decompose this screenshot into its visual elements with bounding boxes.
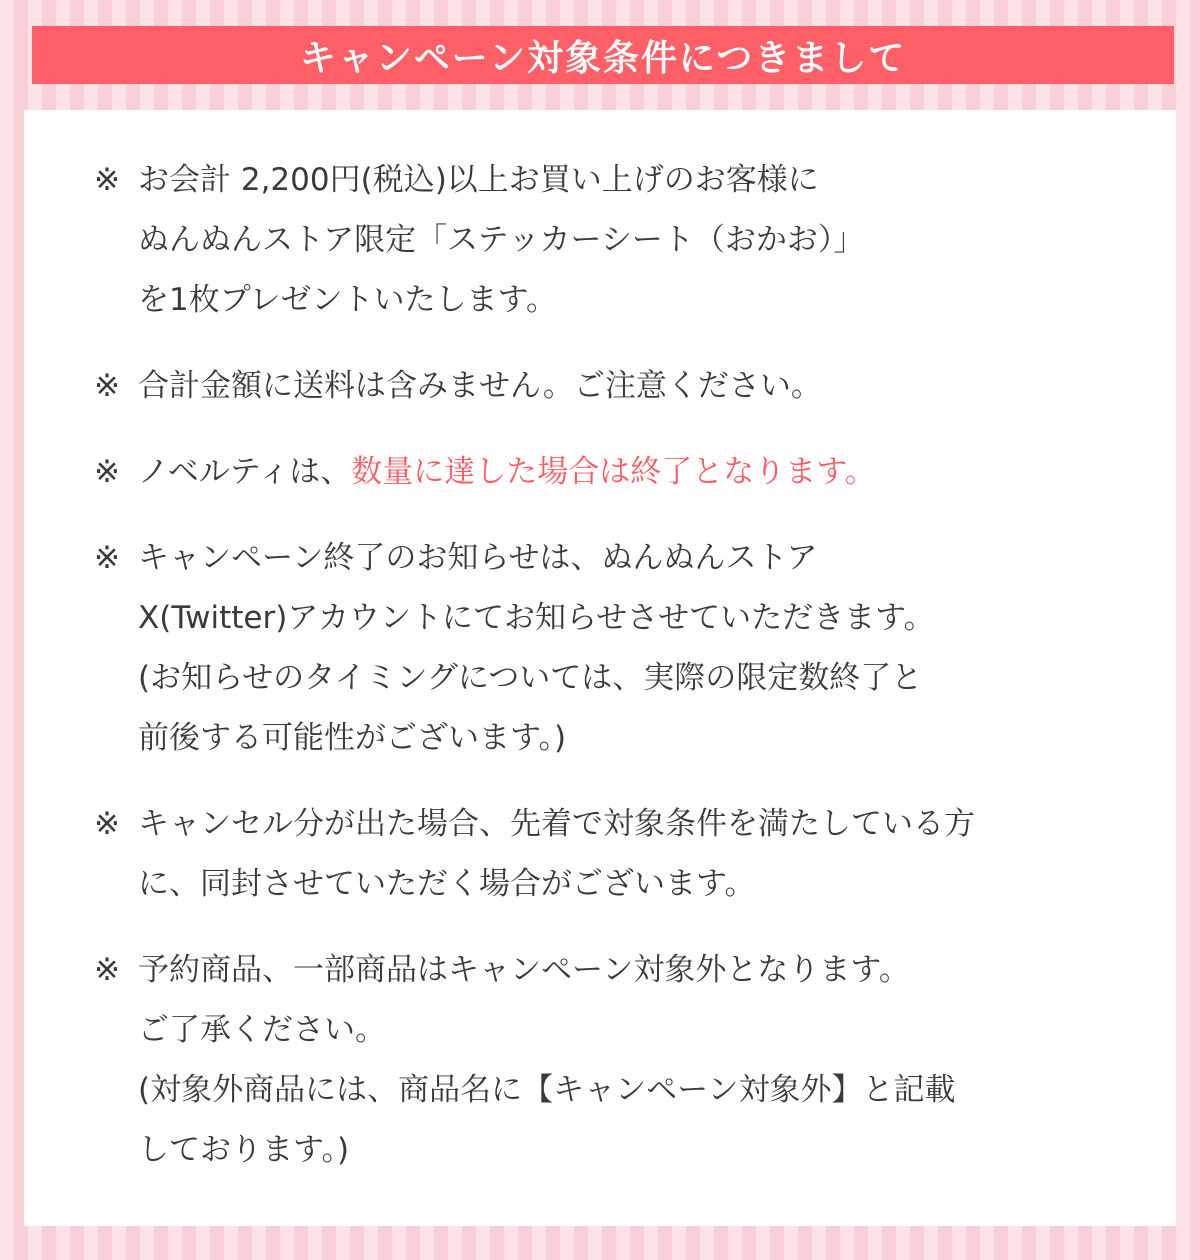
note-line xyxy=(138,442,1154,502)
note-plain-text: ノベルティは、 xyxy=(138,454,352,490)
note-text xyxy=(138,940,1154,1180)
note-line: X(Twitter)アカウントにてお知らせさせていただきます。 xyxy=(138,600,935,636)
note-marker: ※ xyxy=(94,540,120,576)
note-line: 予約商品、一部商品はキャンペーン対象外となります。 xyxy=(138,952,910,988)
note-item-end-announcement xyxy=(94,528,1154,768)
note-item-cancellation xyxy=(94,794,1154,914)
note-line: を1枚プレゼントいたします。 xyxy=(138,282,558,318)
note-text xyxy=(138,794,1154,914)
note-text xyxy=(138,150,1154,330)
conditions-panel xyxy=(24,110,1176,1226)
note-line: お会計 2,200円(税込)以上お買い上げのお客様に xyxy=(138,162,819,198)
note-line: に、同封させていただく場合がございます。 xyxy=(138,866,756,902)
note-line: しております。) xyxy=(138,1132,350,1168)
note-marker: ※ xyxy=(94,806,120,842)
page-title: キャンペーン対象条件につきまして xyxy=(299,37,907,79)
note-line: キャンセル分が出た場合、先着で対象条件を満たしている方 xyxy=(138,806,975,842)
note-text xyxy=(138,356,1154,416)
note-line: ご了承ください。 xyxy=(138,1012,386,1048)
note-marker: ※ xyxy=(94,454,120,490)
note-item-novelty-limit xyxy=(94,442,1154,502)
note-marker: ※ xyxy=(94,162,120,198)
note-marker: ※ xyxy=(94,952,120,988)
note-text xyxy=(138,528,1154,768)
note-highlight-text: 数量に達した場合は終了となります。 xyxy=(351,454,876,490)
note-line: 合計金額に送料は含みません。ご注意ください。 xyxy=(138,368,822,404)
header-banner xyxy=(32,26,1174,84)
note-line: キャンペーン終了のお知らせは、ぬんぬんストア xyxy=(138,540,818,576)
note-item-shipping xyxy=(94,356,1154,416)
note-line: (お知らせのタイミングについては、実際の限定数終了と xyxy=(138,660,923,696)
note-item-gift xyxy=(94,150,1154,330)
note-item-excluded-products xyxy=(94,940,1154,1180)
note-marker: ※ xyxy=(94,368,120,404)
note-text xyxy=(138,442,1154,502)
conditions-list xyxy=(94,150,1154,1206)
note-line: (対象外商品には、商品名に【キャンペーン対象外】と記載 xyxy=(138,1072,956,1108)
note-line: ぬんぬんストア限定「ステッカーシート（おかお）」 xyxy=(138,222,865,258)
note-line: 前後する可能性がございます。) xyxy=(138,720,567,756)
